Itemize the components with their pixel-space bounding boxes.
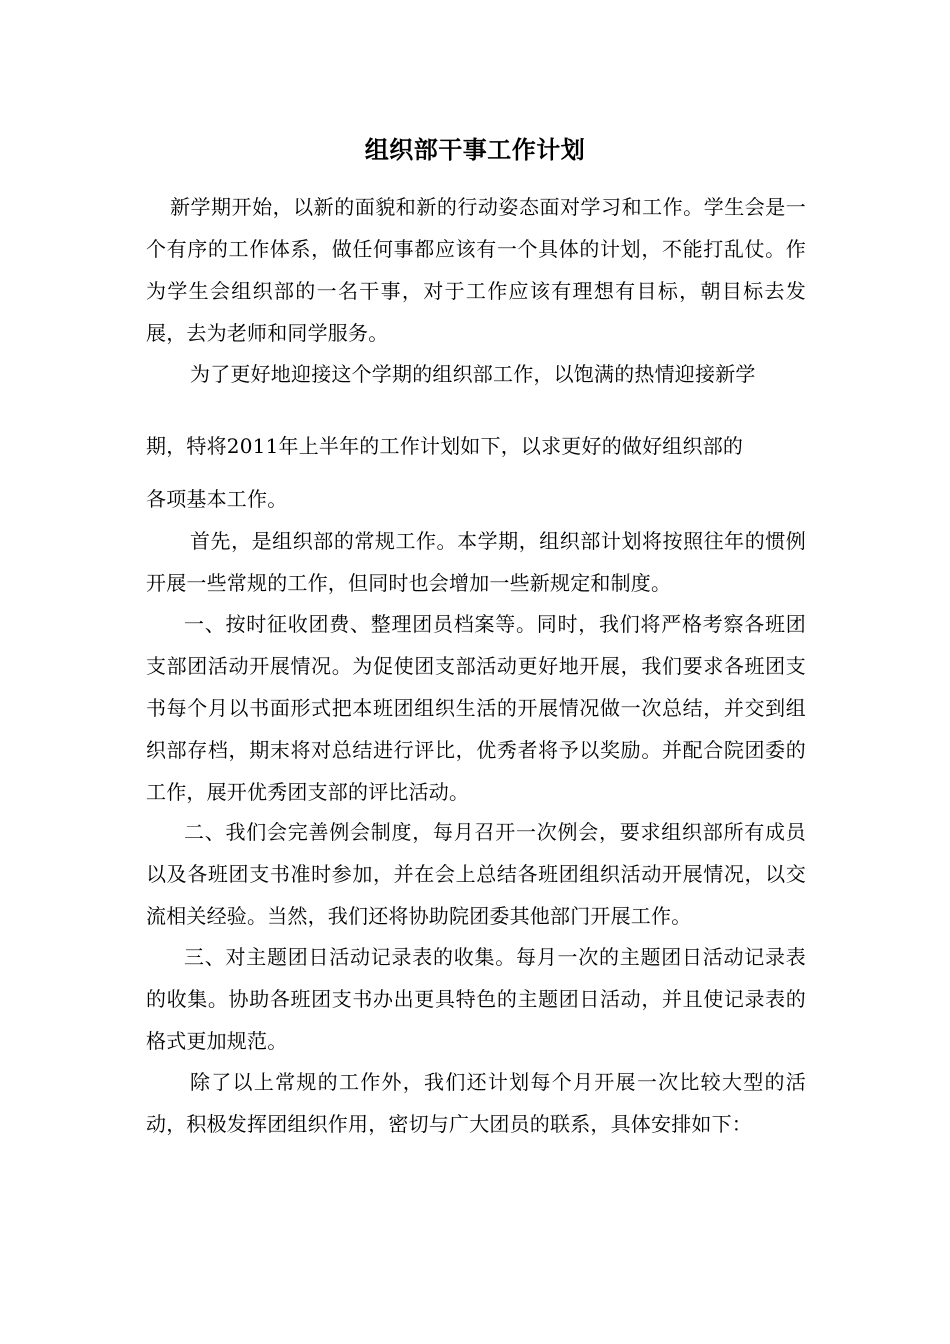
paragraph-monthly-activities: 除了以上常规的工作外，我们还计划每个月开展一次比较大型的活动，积极发挥团组织作用，密切与广大团员的联系，具体安排如下： [146,1070,806,1136]
paragraph-item-three: 三、对主题团日活动记录表的收集。每月一次的主题团日活动记录表的收集。协助各班团支书办出更具特色的主题团日活动，并且使记录表的格式更加规范。 [146,945,806,1053]
document-title: 组织部干事工作计划 [364,136,586,164]
paragraph-intro: 新学期开始，以新的面貌和新的行动姿态面对学习和工作。学生会是一个有序的工作体系，做任何事都应该有一个具体的计划，不能打乱仗。作为学生会组织部的一名干事，对于工作应该有理想有目标，朝目标去发展，去为老师和同学服务。 [146,195,806,345]
paragraph-item-two: 二、我们会完善例会制度，每月召开一次例会，要求组织部所有成员以及各班团支书准时参加，并在会上总结各班团组织活动开展情况，以交流相关经验。当然，我们还将协助院团委其他部门开展工作。 [146,820,806,928]
paragraph-routine-work: 首先，是组织部的常规工作。本学期，组织部计划将按照往年的惯例开展一些常规的工作，但同时也会增加一些新规定和制度。 [146,529,806,595]
paragraph-welcome-line-2: 期，特将2011年上半年的工作计划如下，以求更好的做好组织部的 [146,434,744,458]
paragraph-welcome-line-1: 为了更好地迎接这个学期的组织部工作，以饱满的热情迎接新学 [190,362,756,386]
paragraph-welcome-line-3: 各项基本工作。 [146,487,288,511]
paragraph-item-one: 一、按时征收团费、整理团员档案等。同时，我们将严格考察各班团支部团活动开展情况。为促使团支部活动更好地开展，我们要求各班团支书每个月以书面形式把本班团组织生活的开展情况做一次总结，并交到组织部存档，期末将对总结进行评比，优秀者将予以奖励。并配合院团委的工作，展开优秀团支部的评比活动。 [146,612,806,804]
